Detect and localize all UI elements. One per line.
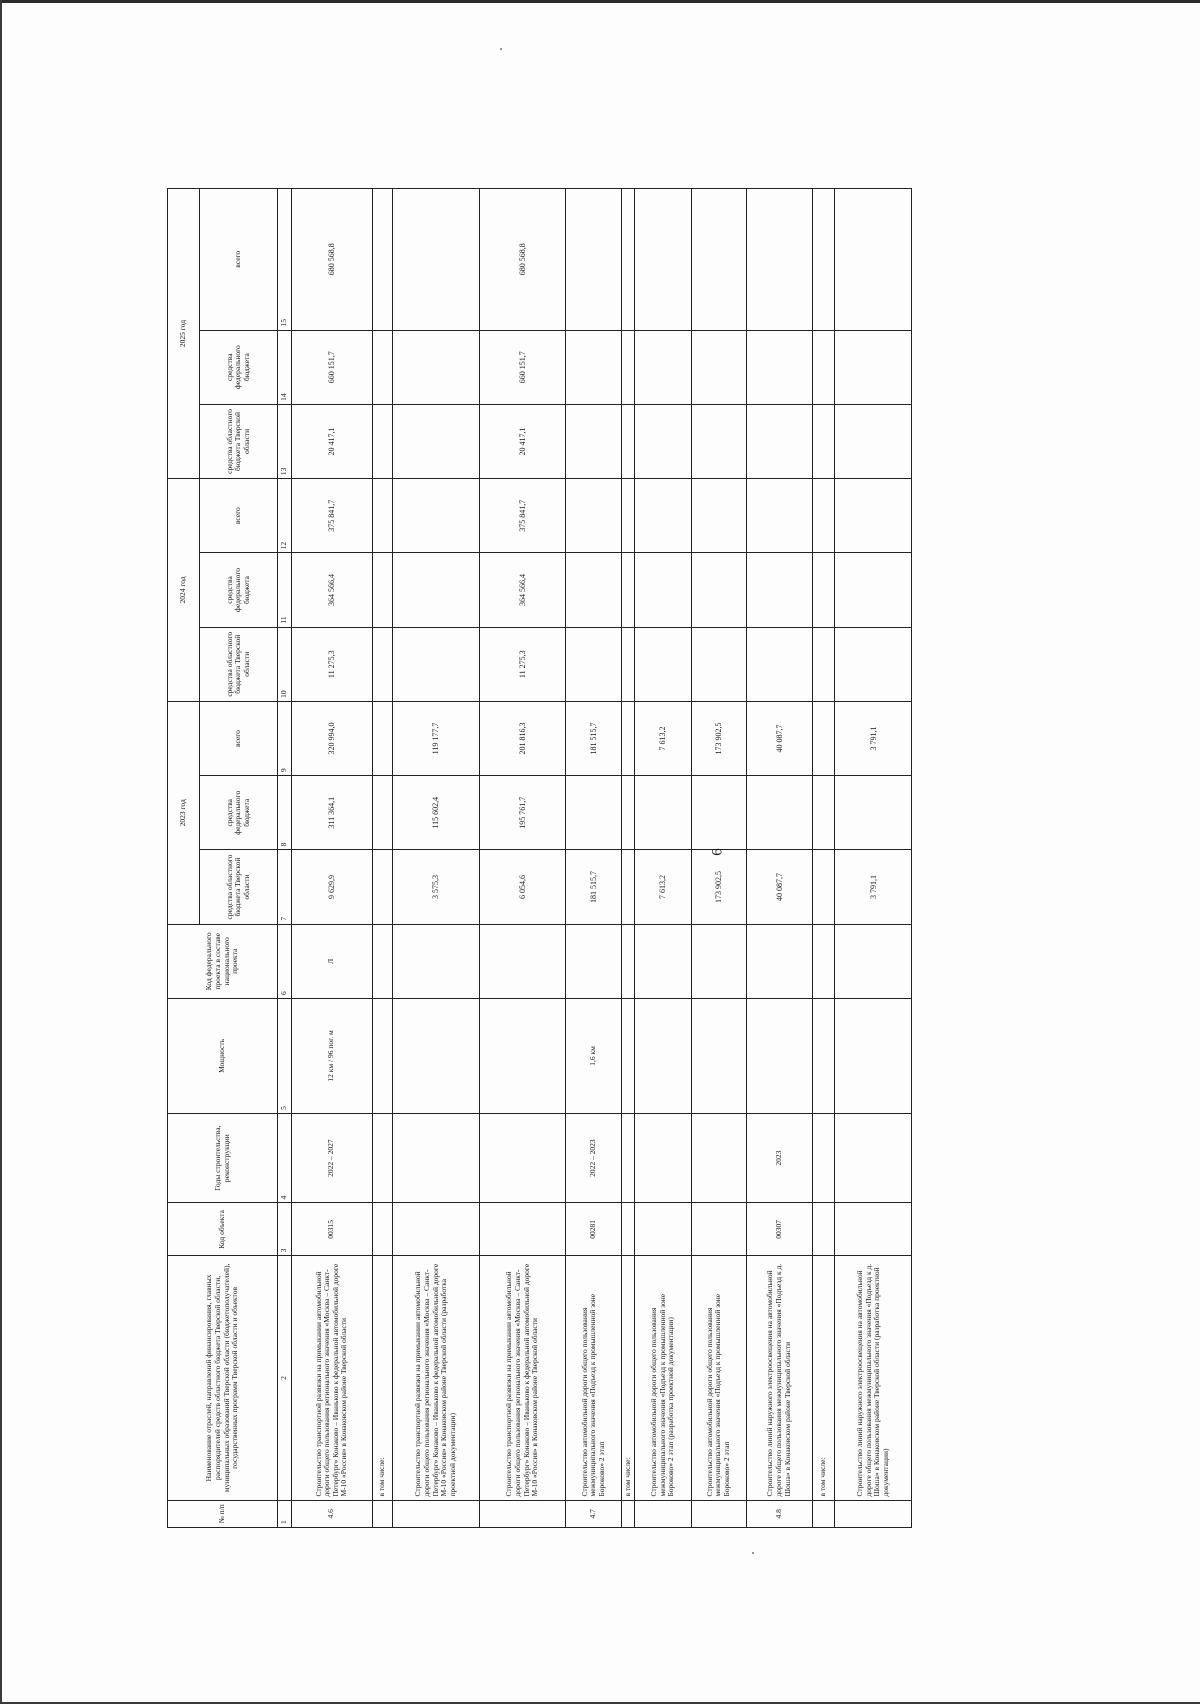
column-index: 12 xyxy=(278,479,292,553)
row-2024-federal xyxy=(812,553,834,627)
row-name: Строительство транспортной развязки на примыкании автомобильной дороги общего пользования регионального значения «Москва – Санкт-Петербург» Конаково – Иваньково к федеральной автомобильной дороге М-10 «Россия» в Конаковском районе Тверской области (разработка проектной документации) xyxy=(393,1256,480,1500)
row-2023-federal xyxy=(746,776,812,850)
row-2024-federal xyxy=(393,553,480,627)
row-federal-code xyxy=(812,924,834,998)
row-2024-federal: 364 566,4 xyxy=(292,553,373,627)
column-index: 3 xyxy=(278,1203,292,1256)
column-index: 6 xyxy=(278,924,292,998)
row-2025-regional xyxy=(635,404,691,478)
row-2025-total xyxy=(393,189,480,331)
row-2023-total: 181 515,7 xyxy=(566,701,621,775)
row-name: Строительство транспортной развязки на примыкании автомобильной дороги общего пользования регионального значения «Москва – Санкт-Петербург» Конаково – Иваньково к федеральной автомобильной дороге М-10 «Россия» в Конаковском районе Тверской области xyxy=(479,1256,566,1500)
row-2024-regional xyxy=(635,627,691,701)
page-number: 6 xyxy=(709,848,726,856)
header-object-code: Код объекта xyxy=(168,1203,278,1256)
table-row xyxy=(691,189,746,1528)
row-name: Строительство линий наружного электроосвещения на автомобильной дороге общего пользования межмуниципального значения «Подъезд к д. Шоша» в Конаковском районе Тверской области xyxy=(746,1256,812,1500)
row-years xyxy=(635,1113,691,1203)
table-row xyxy=(479,189,566,1528)
row-object-code: 00307 xyxy=(746,1203,812,1256)
row-2023-regional: 7 613,2 xyxy=(635,850,691,924)
column-index: 4 xyxy=(278,1113,292,1203)
row-2023-total xyxy=(372,701,392,775)
header-2025-regional: средства областного бюджета Тверской области xyxy=(200,404,278,478)
row-2023-total: 40 087,7 xyxy=(746,701,812,775)
row-2024-regional xyxy=(393,627,480,701)
row-federal-code xyxy=(566,924,621,998)
row-name: Строительство транспортной развязки на примыкании автомобильной дороги общего пользования регионального значения «Москва – Санкт-Петербург» Конаково – Иваньково к федеральной автомобильной дороге М-10 «Россия» в Конаковском районе Тверской области xyxy=(292,1256,373,1500)
row-years: 2023 xyxy=(746,1113,812,1203)
scan-speck xyxy=(500,48,502,50)
row-2023-federal: 311 364,1 xyxy=(292,776,373,850)
row-power xyxy=(621,998,635,1113)
row-2024-regional: 11 275,3 xyxy=(479,627,566,701)
scan-edge-top xyxy=(0,0,1200,3)
row-2025-federal xyxy=(635,330,691,404)
row-federal-code xyxy=(621,924,635,998)
row-2024-regional xyxy=(566,627,621,701)
row-2025-regional: 20 417,1 xyxy=(292,404,373,478)
row-2024-regional xyxy=(812,627,834,701)
row-name: в том числе: xyxy=(812,1256,834,1500)
table-row xyxy=(621,189,635,1528)
row-num: 4.7 xyxy=(566,1500,621,1527)
header-power: Мощность xyxy=(168,998,278,1113)
row-2023-regional: 6 054,6 xyxy=(479,850,566,924)
row-2025-regional: 20 417,1 xyxy=(479,404,566,478)
row-num xyxy=(393,1500,480,1527)
row-2023-total xyxy=(621,701,635,775)
row-name: Строительство автомобильной дороги общего пользования межмуниципального значения «Подъезд к промышленной зоне Бороково» 2 этап (разработка проектной документации) xyxy=(635,1256,691,1500)
row-2024-regional xyxy=(691,627,746,701)
row-2025-regional xyxy=(393,404,480,478)
row-2024-regional xyxy=(372,627,392,701)
header-2024-total: всего xyxy=(200,479,278,553)
table-row xyxy=(746,189,812,1528)
row-2023-federal xyxy=(691,776,746,850)
column-index: 7 xyxy=(278,850,292,924)
row-years: 2022 – 2027 xyxy=(292,1113,373,1203)
row-2024-total: 375 841,7 xyxy=(292,479,373,553)
row-2024-federal: 364 566,4 xyxy=(479,553,566,627)
row-2025-total xyxy=(835,189,912,331)
header-years: Годы строительства, реконструкции xyxy=(168,1113,278,1203)
row-2023-regional: 3 791,1 xyxy=(835,850,912,924)
column-index: 11 xyxy=(278,553,292,627)
row-years xyxy=(691,1113,746,1203)
row-2025-total xyxy=(566,189,621,331)
rotated-table-container xyxy=(167,188,912,1528)
column-index-row xyxy=(278,189,292,1528)
row-power: 12 км / 96 пог. м xyxy=(292,998,373,1113)
row-2025-federal xyxy=(746,330,812,404)
row-2025-total xyxy=(635,189,691,331)
row-2023-federal xyxy=(621,776,635,850)
row-object-code xyxy=(393,1203,480,1256)
row-2023-regional: 181 515,7 xyxy=(566,850,621,924)
row-years xyxy=(621,1113,635,1203)
header-federal-project-code: Код федерального проекта в составе национального проекта xyxy=(168,924,278,998)
row-2024-federal xyxy=(691,553,746,627)
column-index: 8 xyxy=(278,776,292,850)
column-index: 9 xyxy=(278,701,292,775)
row-2023-regional xyxy=(812,850,834,924)
row-2025-federal: 660 151,7 xyxy=(292,330,373,404)
row-num xyxy=(479,1500,566,1527)
row-name: Строительство автомобильной дороги общего пользования межмуниципального значения «Подъезд к промышленной зоне Бороково» 2 этап xyxy=(691,1256,746,1500)
table-row xyxy=(292,189,373,1528)
row-power xyxy=(393,998,480,1113)
row-2023-regional: 40 087,7 xyxy=(746,850,812,924)
row-federal-code: Л xyxy=(292,924,373,998)
header-2023-federal: средства федерального бюджета xyxy=(200,776,278,850)
row-2024-federal xyxy=(635,553,691,627)
header-num: № п/п xyxy=(168,1500,278,1527)
scan-speck xyxy=(752,1552,754,1554)
row-2024-total xyxy=(635,479,691,553)
header-row-1 xyxy=(168,189,200,1528)
row-2025-regional xyxy=(691,404,746,478)
table-row xyxy=(393,189,480,1528)
row-num xyxy=(835,1500,912,1527)
row-2023-regional: 9 629,9 xyxy=(292,850,373,924)
row-2025-total xyxy=(621,189,635,331)
row-years xyxy=(479,1113,566,1203)
row-years xyxy=(812,1113,834,1203)
header-2023-regional: средства областного бюджета Тверской области xyxy=(200,850,278,924)
row-2025-federal xyxy=(372,330,392,404)
row-object-code xyxy=(691,1203,746,1256)
row-2023-federal xyxy=(835,776,912,850)
row-2023-federal xyxy=(372,776,392,850)
table-row xyxy=(635,189,691,1528)
header-2025-federal: средства федерального бюджета xyxy=(200,330,278,404)
row-2025-federal xyxy=(812,330,834,404)
row-federal-code xyxy=(393,924,480,998)
row-2023-total: 3 791,1 xyxy=(835,701,912,775)
row-2024-total xyxy=(835,479,912,553)
row-2025-total: 680 568,8 xyxy=(479,189,566,331)
table-row xyxy=(835,189,912,1528)
row-2024-federal xyxy=(566,553,621,627)
row-name: в том числе: xyxy=(621,1256,635,1500)
header-year-2024: 2024 год xyxy=(168,479,200,702)
table-row xyxy=(372,189,392,1528)
row-2024-federal xyxy=(621,553,635,627)
row-2025-regional xyxy=(372,404,392,478)
row-2023-total: 119 177,7 xyxy=(393,701,480,775)
row-2025-total: 680 568,8 xyxy=(292,189,373,331)
column-index: 13 xyxy=(278,404,292,478)
row-years: 2022 – 2023 xyxy=(566,1113,621,1203)
row-object-code xyxy=(835,1203,912,1256)
row-2025-total xyxy=(691,189,746,331)
column-index: 14 xyxy=(278,330,292,404)
budget-table xyxy=(167,188,912,1528)
row-2025-regional xyxy=(621,404,635,478)
row-2024-total xyxy=(691,479,746,553)
header-year-2025: 2025 год xyxy=(168,189,200,479)
row-power xyxy=(812,998,834,1113)
row-name: в том числе: xyxy=(372,1256,392,1500)
row-2023-total: 7 613,2 xyxy=(635,701,691,775)
row-2024-total xyxy=(566,479,621,553)
header-2024-federal: средства федерального бюджета xyxy=(200,553,278,627)
row-2025-total xyxy=(812,189,834,331)
row-2025-federal xyxy=(566,330,621,404)
row-2025-federal xyxy=(691,330,746,404)
header-name: Наименование отраслей, направлений финансирования, главных распорядителей средств областного бюджета Тверской области, муниципальных образований Тверской области (бюджетополучателей), государственных программ Тверской области и объектов xyxy=(168,1256,278,1500)
column-index: 10 xyxy=(278,627,292,701)
row-num xyxy=(621,1500,635,1527)
row-2023-total: 320 994,0 xyxy=(292,701,373,775)
column-index: 5 xyxy=(278,998,292,1113)
table-row xyxy=(812,189,834,1528)
row-2023-federal xyxy=(812,776,834,850)
row-object-code xyxy=(635,1203,691,1256)
row-power xyxy=(835,998,912,1113)
row-2023-total xyxy=(812,701,834,775)
row-num xyxy=(372,1500,392,1527)
row-2023-total: 201 816,3 xyxy=(479,701,566,775)
row-2023-total: 173 902,5 xyxy=(691,701,746,775)
header-year-2023: 2023 год xyxy=(168,701,200,924)
row-federal-code xyxy=(372,924,392,998)
row-num xyxy=(635,1500,691,1527)
row-power: 1,6 км xyxy=(566,998,621,1113)
row-2024-total xyxy=(621,479,635,553)
row-2023-federal: 195 761,7 xyxy=(479,776,566,850)
row-2024-federal xyxy=(835,553,912,627)
row-2024-total xyxy=(393,479,480,553)
row-object-code xyxy=(479,1203,566,1256)
row-2025-total xyxy=(746,189,812,331)
row-2024-total: 375 841,7 xyxy=(479,479,566,553)
row-2024-total xyxy=(812,479,834,553)
row-2025-regional xyxy=(835,404,912,478)
row-2024-regional xyxy=(621,627,635,701)
row-2025-total xyxy=(372,189,392,331)
row-2024-regional xyxy=(746,627,812,701)
row-num: 4.6 xyxy=(292,1500,373,1527)
header-2024-regional: средства областного бюджета Тверской области xyxy=(200,627,278,701)
row-2023-regional xyxy=(372,850,392,924)
row-2024-federal xyxy=(372,553,392,627)
row-2023-federal xyxy=(566,776,621,850)
row-name: Строительство автомобильной дороги общего пользования межмуниципального значения «Подъезд к промышленной зоне Бороково» 2 этап xyxy=(566,1256,621,1500)
header-2023-total: всего xyxy=(200,701,278,775)
row-2023-federal: 115 602,4 xyxy=(393,776,480,850)
row-power xyxy=(479,998,566,1113)
row-object-code xyxy=(372,1203,392,1256)
row-2025-federal: 660 151,7 xyxy=(479,330,566,404)
row-federal-code xyxy=(635,924,691,998)
row-2025-regional xyxy=(746,404,812,478)
row-power xyxy=(691,998,746,1113)
row-object-code: 00315 xyxy=(292,1203,373,1256)
row-2025-federal xyxy=(621,330,635,404)
row-2024-regional: 11 275,3 xyxy=(292,627,373,701)
row-name: Строительство линий наружного электроосвещения на автомобильной дороге общего пользования межмуниципального значения «Подъезд к д. Шоша» в Конаковском районе Тверской области (разработка проектной документации) xyxy=(835,1256,912,1500)
row-2024-total xyxy=(372,479,392,553)
row-years xyxy=(835,1113,912,1203)
row-years xyxy=(372,1113,392,1203)
header-2025-total: всего xyxy=(200,189,278,331)
row-2025-federal xyxy=(835,330,912,404)
row-power xyxy=(746,998,812,1113)
row-2023-regional: 3 575,3 xyxy=(393,850,480,924)
row-2023-regional: 173 902,5 xyxy=(691,850,746,924)
row-years xyxy=(393,1113,480,1203)
row-num xyxy=(691,1500,746,1527)
table-row xyxy=(566,189,621,1528)
row-num: 4.8 xyxy=(746,1500,812,1527)
row-object-code xyxy=(812,1203,834,1256)
row-federal-code xyxy=(691,924,746,998)
row-2025-federal xyxy=(393,330,480,404)
column-index: 15 xyxy=(278,189,292,331)
row-2023-regional xyxy=(621,850,635,924)
row-2023-federal xyxy=(635,776,691,850)
row-power xyxy=(372,998,392,1113)
row-federal-code xyxy=(835,924,912,998)
column-index: 2 xyxy=(278,1256,292,1500)
row-2024-federal xyxy=(746,553,812,627)
column-index: 1 xyxy=(278,1500,292,1527)
row-2025-regional xyxy=(566,404,621,478)
row-object-code: 00281 xyxy=(566,1203,621,1256)
row-object-code xyxy=(621,1203,635,1256)
scan-edge-left xyxy=(0,0,2,1704)
row-2025-regional xyxy=(812,404,834,478)
row-2024-regional xyxy=(835,627,912,701)
row-power xyxy=(635,998,691,1113)
row-federal-code xyxy=(746,924,812,998)
row-federal-code xyxy=(479,924,566,998)
row-num xyxy=(812,1500,834,1527)
row-2024-total xyxy=(746,479,812,553)
